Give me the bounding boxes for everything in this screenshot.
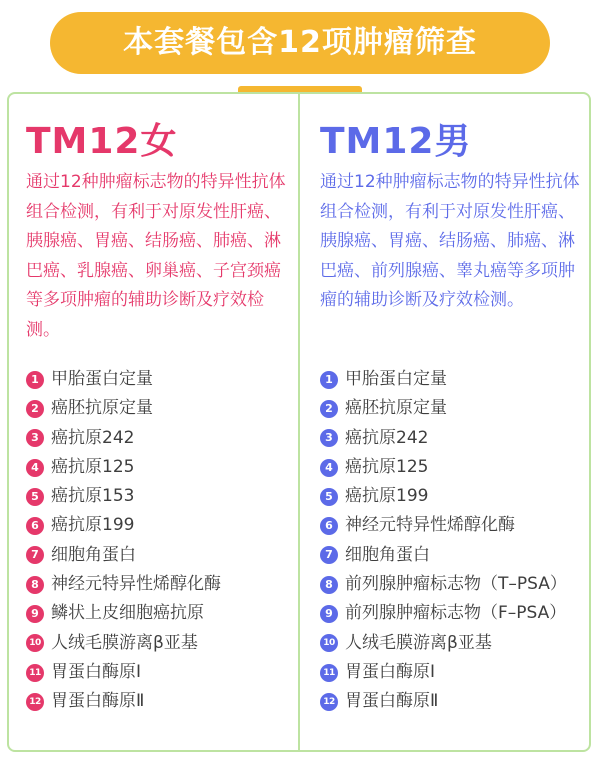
item-label: 甲胎蛋白定量 (345, 369, 447, 389)
list-item (320, 394, 590, 423)
number-badge: 8 (26, 576, 44, 594)
number-badge: 6 (320, 517, 338, 535)
number-badge: 4 (26, 459, 44, 477)
number-badge: 1 (26, 371, 44, 389)
number-badge: 7 (320, 546, 338, 564)
female-column (26, 118, 288, 712)
list-item (26, 687, 296, 716)
item-label: 甲胎蛋白定量 (51, 369, 153, 389)
item-label: 神经元特异性烯醇化酶 (51, 574, 221, 595)
item-label: 癌抗原242 (345, 427, 429, 448)
item-label: 胃蛋白酶原Ⅰ (51, 661, 142, 682)
female-description: 通过12种肿瘤标志物的特异性抗体组合检测，有利于对原发性肝癌、胰腺癌、胃癌、结肠癌、肺癌、淋巴癌、乳腺癌、卵巢癌、子宫颈癌等多项肿瘤的辅助诊断及疗效检测。 (26, 172, 286, 340)
item-label: 癌抗原199 (345, 486, 429, 507)
number-badge: 2 (26, 400, 44, 418)
number-badge: 3 (26, 429, 44, 447)
item-label: 癌抗原242 (51, 427, 135, 448)
list-item (26, 599, 296, 628)
number-badge: 3 (320, 429, 338, 447)
list-item (26, 365, 296, 394)
item-label: 癌抗原153 (51, 486, 135, 507)
list-item (320, 365, 590, 394)
male-title: TM12男 (320, 121, 472, 162)
item-label: 细胞角蛋白 (51, 544, 136, 565)
item-label: 癌抗原125 (345, 456, 429, 477)
number-badge: 5 (26, 488, 44, 506)
number-badge: 7 (26, 546, 44, 564)
number-badge: 9 (320, 605, 338, 623)
male-column (320, 118, 582, 712)
list-item (26, 482, 296, 511)
list-item (320, 599, 590, 628)
item-label: 癌胚抗原定量 (345, 398, 447, 419)
item-label: 癌抗原125 (51, 456, 135, 477)
list-item (320, 687, 590, 716)
list-item (26, 570, 296, 599)
item-label: 人绒毛膜游离β亚基 (51, 632, 198, 653)
number-badge: 8 (320, 576, 338, 594)
item-label: 癌胚抗原定量 (51, 398, 153, 419)
item-label: 癌抗原199 (51, 515, 135, 536)
item-label: 人绒毛膜游离β亚基 (345, 632, 492, 653)
number-badge: 1 (320, 371, 338, 389)
item-label: 胃蛋白酶原Ⅰ (345, 661, 436, 682)
number-badge: 6 (26, 517, 44, 535)
number-badge: 10 (26, 634, 44, 652)
item-label: 鳞状上皮细胞癌抗原 (51, 603, 204, 624)
package-banner (50, 12, 550, 74)
list-item (26, 629, 296, 658)
panel-tab-accent (238, 86, 362, 92)
list-item (26, 658, 296, 687)
list-item (26, 394, 296, 423)
list-item (26, 511, 296, 540)
number-badge: 12 (26, 693, 44, 711)
column-divider (298, 92, 300, 752)
list-item (320, 541, 590, 570)
number-badge: 2 (320, 400, 338, 418)
number-badge: 12 (320, 693, 338, 711)
list-item (320, 511, 590, 540)
item-label: 前列腺肿瘤标志物（T–PSA） (345, 574, 567, 595)
number-badge: 11 (26, 664, 44, 682)
item-label: 前列腺肿瘤标志物（F–PSA） (345, 603, 567, 624)
number-badge: 5 (320, 488, 338, 506)
list-item (320, 424, 590, 453)
item-label: 细胞角蛋白 (345, 544, 430, 565)
male-item-list (320, 365, 590, 717)
list-item (26, 541, 296, 570)
number-badge: 4 (320, 459, 338, 477)
number-badge: 10 (320, 634, 338, 652)
number-badge: 11 (320, 664, 338, 682)
item-label: 胃蛋白酶原Ⅱ (345, 691, 439, 712)
list-item (320, 482, 590, 511)
banner-title: 本套餐包含12项肿瘤筛查 (123, 25, 477, 60)
list-item (26, 453, 296, 482)
list-item (320, 453, 590, 482)
list-item (320, 629, 590, 658)
female-item-list (26, 365, 296, 717)
list-item (320, 570, 590, 599)
number-badge: 9 (26, 605, 44, 623)
male-description: 通过12种肿瘤标志物的特异性抗体组合检测，有利于对原发性肝癌、胰腺癌、胃癌、结肠癌、肺癌、淋巴癌、前列腺癌、睾丸癌等多项肿瘤的辅助诊断及疗效检测。 (320, 172, 580, 311)
female-title: TM12女 (26, 121, 178, 162)
list-item (26, 424, 296, 453)
list-item (320, 658, 590, 687)
item-label: 胃蛋白酶原Ⅱ (51, 691, 145, 712)
item-label: 神经元特异性烯醇化酶 (345, 515, 515, 536)
